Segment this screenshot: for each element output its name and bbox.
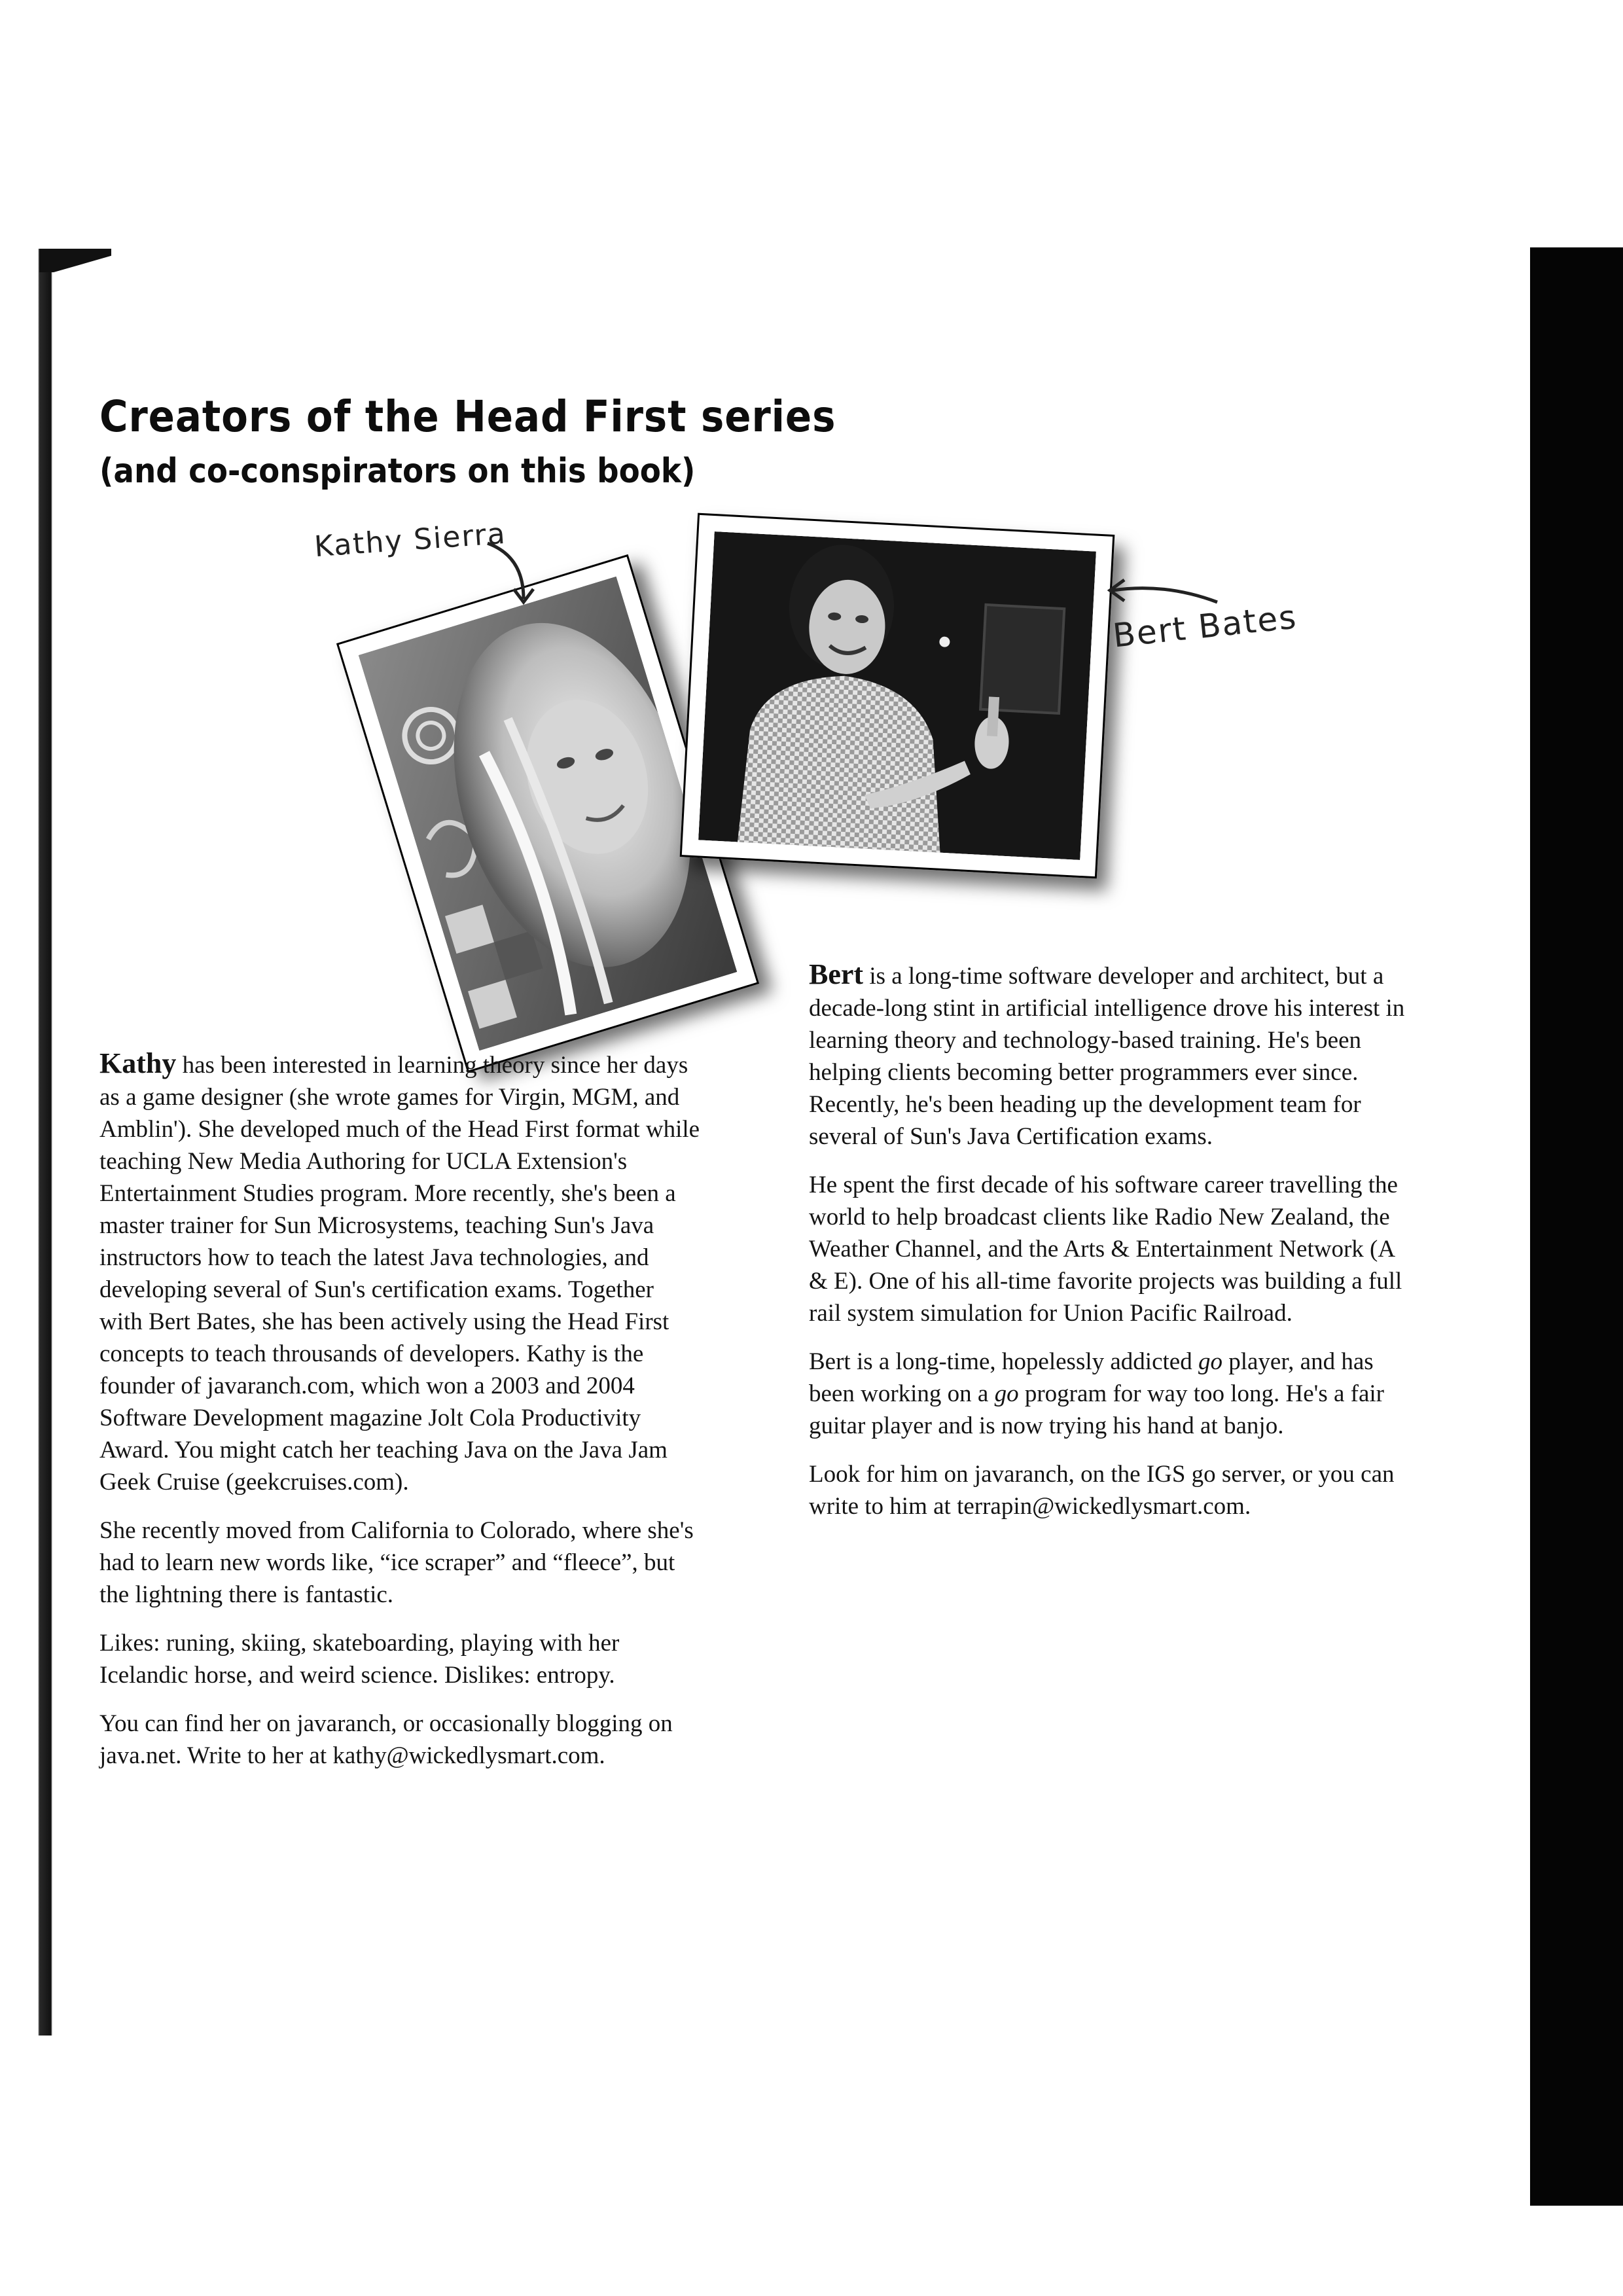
bert-bio-go-1: go (1198, 1348, 1222, 1375)
bert-bio-p1 (809, 958, 1411, 1153)
kathy-bio-p3: Likes: runing, skiing, skateboarding, playing with her Icelandic horse, and weird science. Dislikes: entropy. (99, 1630, 620, 1689)
kathy-bio-p4: You can find her on javaranch, or occasionally blogging on java.net. Write to her at kathy@wickedlysmart.com. (99, 1710, 673, 1769)
bert-bio-p2: He spent the first decade of his software career travelling the world to help broadcast clients like Radio New Zealand, the Weather Channel, and the Arts & Entertainment Network (A & E). One of his all-time favorite projects was building a full rail system simulation for Union Pacific Railroad. (809, 1172, 1402, 1327)
kathy-bio-p1-text: has been interested in learning theory since her days as a game designer (she wrote games for Virgin, MGM, and Amblin'). She developed much of the Head First format while teaching New Media Authoring for UCLA Extension's Entertainment Studies program. More recently, she's been a master trainer for Sun Microsystems, teaching Sun's Java instructors how to teach the latest Java technologies, and developing several of Sun's certification exams. Together with Bert Bates, she has been actively using the Head First concepts to teach throusands of developers. Kathy is the founder of javaranch.com, which won a 2003 and 2004 Software Development magazine Jolt Cola Productivity Award. You might catch her teaching Java on the Java Jam Geek Cruise (geekcruises.com). (99, 1052, 700, 1496)
bert-bio-p3-a: Bert is a long-time, hopelessly addicted (809, 1348, 1198, 1375)
bert-bio-go-2: go (994, 1380, 1019, 1407)
bert-bio-p3-b: player, and has been working on a (809, 1348, 1374, 1407)
kathy-name-label: Kathy Sierra (313, 516, 508, 564)
bert-bio (809, 958, 1411, 1539)
bert-name-label: Bert Bates (1111, 598, 1299, 655)
bert-bio-lead: Bert (809, 958, 864, 990)
kathy-bio (99, 1047, 702, 1788)
scan-left-edge-top (39, 249, 111, 272)
bert-bio-p3 (809, 1346, 1411, 1442)
kathy-bio-p1 (99, 1047, 702, 1498)
bert-photo-image (698, 531, 1096, 860)
bert-bio-p1-text: is a long-time software developer and architect, but a decade-long stint in artificial intelligence drove his interest in learning theory and technology-based training. He's been helping clients becoming better programmers ever since. Recently, he's been heading up the development team for several of Sun's Java Certification exams. (809, 963, 1405, 1150)
kathy-portrait-icon (359, 577, 738, 1051)
kathy-arrow-icon (484, 537, 543, 609)
bert-bio-p3-c: program for way too long. He's a fair guitar player and is now trying his hand at banjo. (809, 1380, 1385, 1439)
kathy-photo-image (359, 577, 738, 1051)
scan-right-bar (1530, 247, 1623, 2206)
page-subtitle: (and co-conspirators on this book) (99, 452, 696, 491)
bert-bio-p4: Look for him on javaranch, on the IGS go server, or you can write to him at terrapin@wickedlysmart.com. (809, 1461, 1395, 1520)
bert-photo (680, 513, 1115, 879)
scan-left-edge (0, 249, 72, 2036)
kathy-bio-lead: Kathy (99, 1047, 177, 1079)
kathy-bio-p2: She recently moved from California to Colorado, where she's had to learn new words like, “ice scraper” and “fleece”, but the lightning there is fantastic. (99, 1517, 694, 1608)
page-title: Creators of the Head First series (99, 391, 836, 442)
bert-portrait-icon (698, 531, 1096, 860)
